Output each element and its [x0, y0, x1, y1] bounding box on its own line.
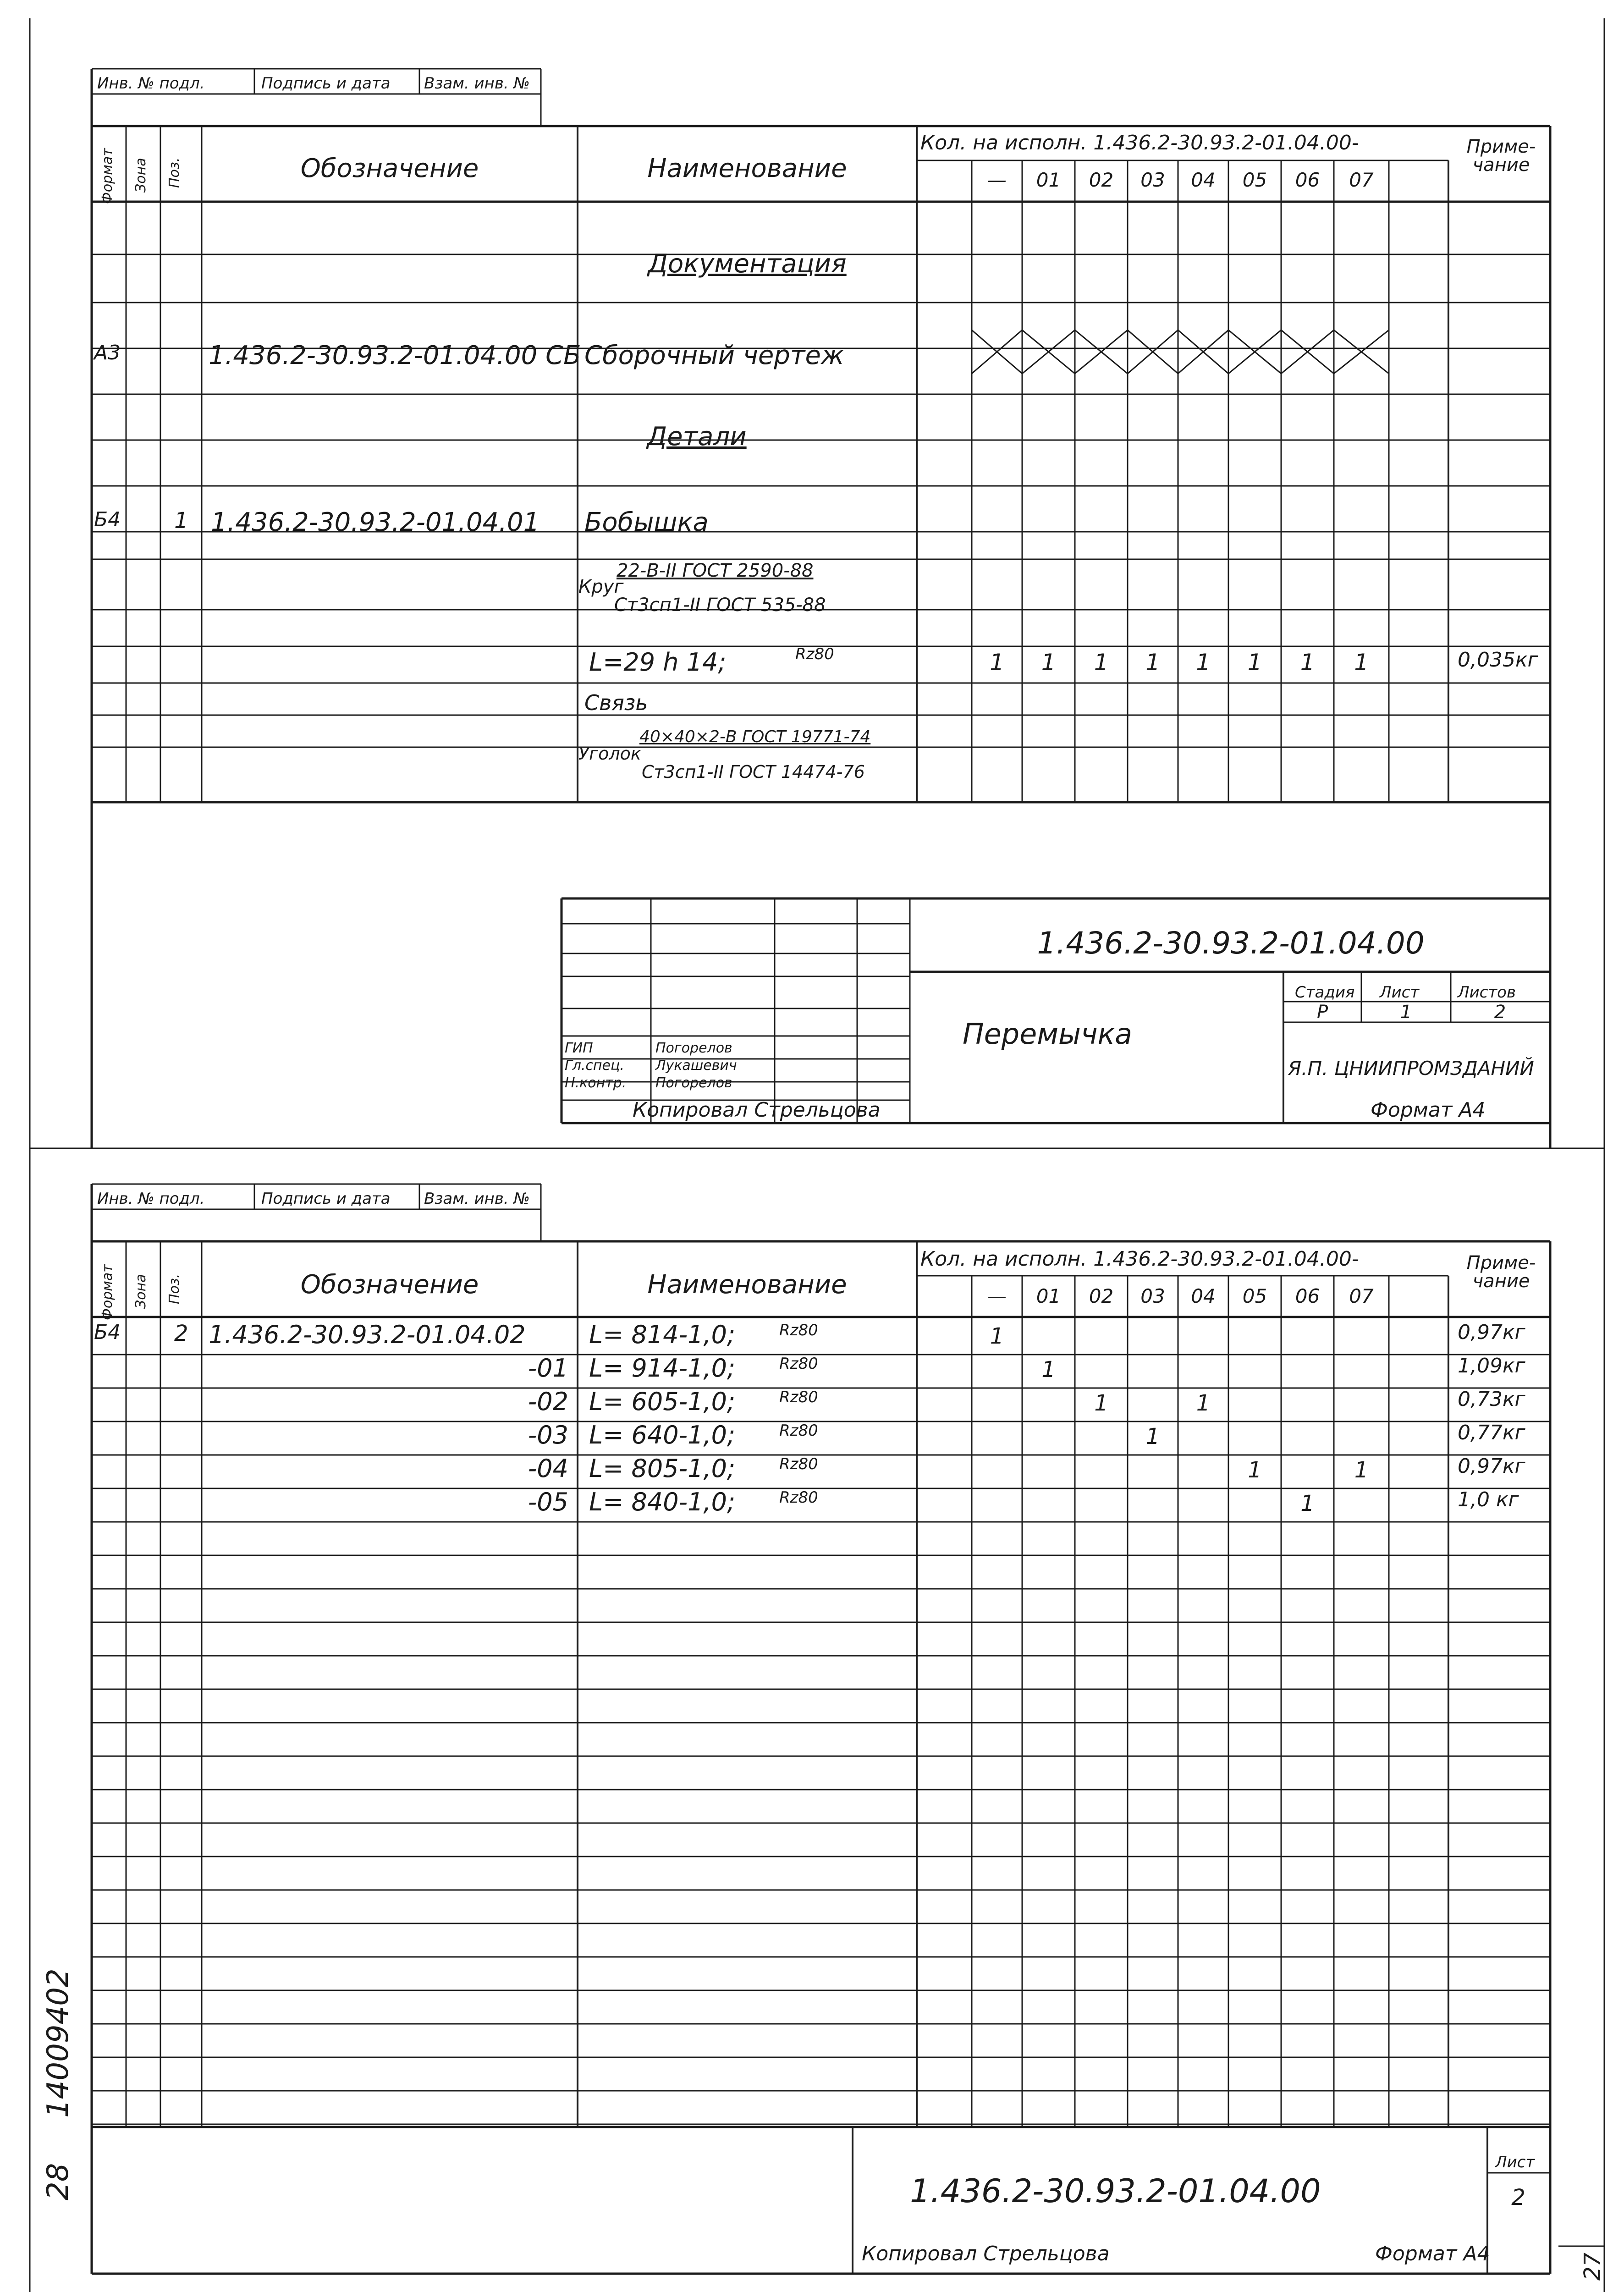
- row-roughness: Rz80: [779, 1355, 818, 1373]
- stage-label: Стадия: [1295, 983, 1355, 1002]
- role-gip: ГИП: [565, 1040, 593, 1056]
- header-qty: Кол. на исполн. 1.436.2-30.93.2-01.04.00-: [920, 131, 1359, 154]
- stamp2-inv-no: Инв. № подл.: [97, 1190, 205, 1208]
- title2-sheet-value: 2: [1511, 2185, 1525, 2210]
- part-name: Бобышка: [584, 507, 709, 537]
- s2-variant-7: 07: [1349, 1285, 1374, 1307]
- a3-format: А3: [94, 341, 121, 364]
- role-norm-control: Н.контр.: [565, 1075, 627, 1091]
- part-length: L=29 h 14;: [589, 648, 727, 677]
- stamp-inv-no: Инв. № подл.: [97, 74, 205, 93]
- header-pos: Поз.: [166, 157, 182, 188]
- row-format: Б4: [94, 1321, 121, 1344]
- s2-variant-2: 02: [1089, 1285, 1114, 1307]
- sheets-value: 2: [1494, 1002, 1506, 1023]
- svyaz-label: Связь: [584, 690, 648, 715]
- stamp2-replace-inv: Взам. инв. №: [424, 1190, 530, 1208]
- row-roughness: Rz80: [779, 1455, 818, 1473]
- format-a4-2: Формат А4: [1375, 2242, 1490, 2265]
- header2-note: Приме-чание: [1466, 1252, 1536, 1292]
- row-mass: 0,73кг: [1458, 1388, 1525, 1411]
- row-mass: 0,97кг: [1458, 1321, 1525, 1344]
- part-qty-3: 1: [1145, 649, 1160, 676]
- ugolok-standard: 40×40×2-В ГОСТ 19771-74: [639, 727, 871, 746]
- row-mass: 1,0 кг: [1458, 1488, 1519, 1511]
- krug-material: Ст3сп1-II ГОСТ 535-88: [614, 595, 826, 616]
- row-designation: -03: [528, 1421, 568, 1449]
- title2-sheet-label: Лист: [1495, 2153, 1535, 2171]
- part-qty-0: 1: [990, 649, 1004, 676]
- format-a4: Формат А4: [1371, 1098, 1486, 1122]
- part-format: Б4: [94, 508, 121, 531]
- row-qty: 1: [1300, 1491, 1315, 1516]
- name-gip: Погорелов: [655, 1040, 732, 1056]
- a3-name: Сборочный чертеж: [584, 341, 844, 370]
- s1-variant-6: 06: [1295, 169, 1320, 191]
- row-name: L= 640-1,0;: [589, 1421, 736, 1449]
- ugolok-label: Уголок: [578, 744, 641, 764]
- corner-number: 27: [1580, 2252, 1605, 2281]
- row-name: L= 605-1,0;: [589, 1387, 736, 1416]
- row-designation: 1.436.2-30.93.2-01.04.02: [209, 1320, 526, 1349]
- s1-variant-0: —: [987, 169, 1007, 191]
- header2-pos: Поз.: [166, 1273, 182, 1304]
- s1-variant-7: 07: [1349, 169, 1374, 191]
- part-designation: 1.436.2-30.93.2-01.04.01: [211, 507, 540, 537]
- page-number: 28: [41, 2163, 75, 2200]
- row-roughness: Rz80: [779, 1421, 818, 1440]
- section-documentation: Документация: [648, 249, 847, 279]
- stage-value: Р: [1316, 1002, 1328, 1023]
- header-designation: Обозначение: [300, 154, 479, 183]
- stamp2-sign-date: Подпись и дата: [261, 1190, 391, 1208]
- header2-name: Наименование: [647, 1270, 847, 1300]
- header2-designation: Обозначение: [300, 1270, 479, 1300]
- row-designation: -01: [528, 1354, 568, 1383]
- part-qty-5: 1: [1247, 649, 1262, 676]
- title2-code: 1.436.2-30.93.2-01.04.00: [910, 2172, 1321, 2210]
- row-qty: 1: [1248, 1457, 1262, 1483]
- row-roughness: Rz80: [779, 1321, 818, 1339]
- name-norm-control: Погорелов: [655, 1075, 732, 1091]
- row-qty: 1: [990, 1323, 1004, 1349]
- header-zone: Зона: [133, 158, 149, 193]
- s1-variant-3: 03: [1140, 169, 1165, 191]
- header2-zone: Зона: [133, 1274, 149, 1309]
- row-qty-extra: 1: [1196, 1390, 1211, 1416]
- s1-variant-5: 05: [1242, 169, 1267, 191]
- header2-qty: Кол. на исполн. 1.436.2-30.93.2-01.04.00-: [920, 1247, 1359, 1271]
- row-mass: 1,09кг: [1458, 1354, 1525, 1377]
- row-qty: 1: [1145, 1424, 1160, 1449]
- title-code: 1.436.2-30.93.2-01.04.00: [1037, 926, 1425, 961]
- row-designation: -02: [528, 1387, 568, 1416]
- organization: Я.П. ЦНИИПРОМЗДАНИЙ: [1288, 1057, 1534, 1080]
- row-pos: 2: [174, 1321, 188, 1346]
- sheet-value: 1: [1400, 1002, 1412, 1023]
- sheets-label: Листов: [1458, 983, 1516, 1002]
- part-qty-4: 1: [1196, 649, 1211, 676]
- row-name: L= 814-1,0;: [589, 1320, 736, 1349]
- s1-variant-1: 01: [1036, 169, 1061, 191]
- stamp-replace-inv: Взам. инв. №: [424, 74, 530, 93]
- sheet-label: Лист: [1380, 983, 1420, 1002]
- part-mass: 0,035кг: [1458, 648, 1538, 672]
- s2-variant-3: 03: [1140, 1285, 1165, 1307]
- header-format: Формат: [99, 148, 116, 204]
- ugolok-material: Ст3сп1-II ГОСТ 14474-76: [642, 762, 865, 782]
- stamp-sign-date: Подпись и дата: [261, 74, 391, 93]
- section-parts: Детали: [647, 422, 747, 452]
- s1-variant-2: 02: [1089, 169, 1114, 191]
- row-name: L= 840-1,0;: [589, 1488, 736, 1516]
- title-name: Перемычка: [963, 1017, 1133, 1051]
- row-name: L= 805-1,0;: [589, 1454, 736, 1483]
- row-qty: 1: [1041, 1357, 1056, 1383]
- row-name: L= 914-1,0;: [589, 1354, 736, 1383]
- krug-label: Круг: [578, 576, 624, 597]
- role-chief-spec: Гл.спец.: [565, 1058, 624, 1074]
- copied-by: Копировал Стрельцова: [633, 1098, 881, 1122]
- s2-variant-5: 05: [1242, 1285, 1267, 1307]
- part-qty-2: 1: [1094, 649, 1109, 676]
- part-roughness: Rz80: [795, 645, 834, 663]
- header-name: Наименование: [647, 154, 847, 183]
- part-qty-7: 1: [1354, 649, 1369, 676]
- s2-variant-6: 06: [1295, 1285, 1320, 1307]
- part-qty-6: 1: [1300, 649, 1315, 676]
- krug-standard: 22-В-II ГОСТ 2590-88: [617, 560, 814, 581]
- a3-designation: 1.436.2-30.93.2-01.04.00 СБ: [209, 341, 581, 370]
- row-roughness: Rz80: [779, 1488, 818, 1507]
- row-qty: 1: [1094, 1390, 1108, 1416]
- part-qty-1: 1: [1041, 649, 1056, 676]
- header-note: Приме-чание: [1466, 136, 1536, 176]
- part-pos: 1: [174, 508, 188, 534]
- album-code: 14009402: [41, 1968, 75, 2118]
- row-mass: 0,97кг: [1458, 1455, 1525, 1478]
- header2-format: Формат: [99, 1264, 116, 1320]
- name-chief-spec: Лукашевич: [655, 1058, 737, 1074]
- row-mass: 0,77кг: [1458, 1421, 1525, 1444]
- copied-by-2: Копировал Стрельцова: [862, 2242, 1110, 2265]
- s2-variant-1: 01: [1036, 1285, 1061, 1307]
- s1-variant-4: 04: [1191, 169, 1216, 191]
- row-roughness: Rz80: [779, 1388, 818, 1406]
- row-designation: -04: [528, 1454, 568, 1483]
- s2-variant-0: —: [987, 1285, 1007, 1307]
- row-qty-extra: 1: [1354, 1457, 1369, 1483]
- s2-variant-4: 04: [1191, 1285, 1216, 1307]
- row-designation: -05: [528, 1488, 568, 1516]
